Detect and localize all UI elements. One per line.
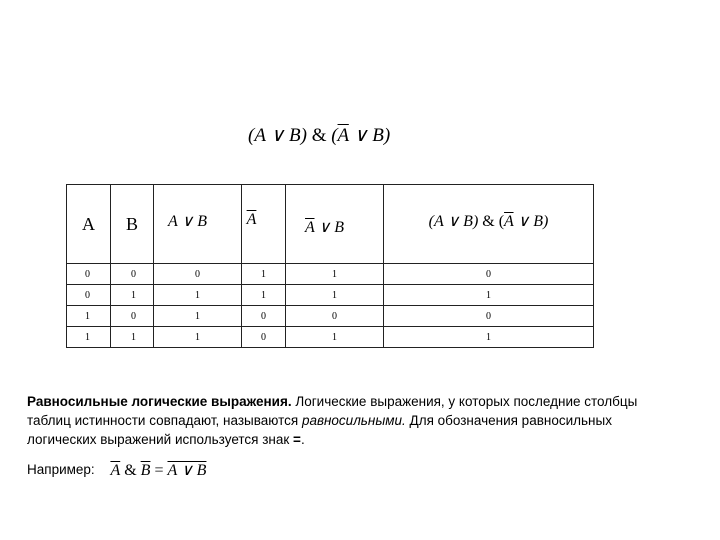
formula-and-operator: &	[306, 125, 332, 146]
header-not-a-or-b	[286, 185, 384, 264]
cell-a: 0	[67, 264, 111, 285]
definition-end: .	[300, 432, 305, 447]
cell-b: 0	[111, 264, 154, 285]
table-row	[67, 306, 594, 327]
header-a-or-b	[154, 185, 242, 264]
formula-not-a: $\overline{A}$	[337, 125, 349, 146]
formula-right-open: (	[331, 125, 338, 146]
cell-a-or-b: 0	[154, 264, 242, 285]
cell-not-a-or-b: 1	[286, 264, 384, 285]
header-a: A	[67, 185, 111, 264]
cell-a-or-b: 1	[154, 285, 242, 306]
header-full-op: & (	[478, 213, 505, 230]
example-right: A ∨ B	[167, 462, 207, 479]
cell-b: 0	[111, 306, 154, 327]
formula-left-part: (A ∨ B)	[248, 125, 307, 146]
truth-table	[66, 184, 594, 348]
cell-not-a: 0	[242, 327, 286, 348]
definition-paragraph	[27, 392, 667, 449]
definition-text-1: Логические выражения, у которых последние столбцы таблиц истинности совпадают, называются	[27, 394, 638, 428]
header-not-a	[242, 185, 286, 264]
formula-right-rest: ∨ B)	[348, 125, 391, 146]
cell-a: 1	[67, 327, 111, 348]
example-formula	[110, 462, 206, 479]
equivalence-sign: =	[293, 432, 301, 447]
header-a-or-b-text: A ∨ B	[168, 213, 207, 230]
cell-b: 1	[111, 285, 154, 306]
cell-result: 0	[384, 306, 594, 327]
cell-b: 1	[111, 327, 154, 348]
cell-not-a: 1	[242, 264, 286, 285]
definition-term-2: равносильными.	[301, 413, 406, 428]
cell-a-or-b: 1	[154, 306, 242, 327]
cell-result: 1	[384, 285, 594, 306]
table-row	[67, 327, 594, 348]
example-label: Например:	[27, 462, 95, 477]
example-line	[27, 459, 206, 479]
header-full-left: (A ∨ B)	[428, 213, 479, 230]
definition-text-2: Для обозначения равносильных логических выражений используется знак	[27, 413, 612, 447]
formula-heading	[248, 124, 390, 147]
table-header-row	[67, 185, 594, 264]
cell-result: 1	[384, 327, 594, 348]
table-row	[67, 264, 594, 285]
cell-not-a-or-b: 1	[286, 285, 384, 306]
header-not-a-or-b-var: $\overline{A}$	[305, 219, 315, 236]
header-full-not-a: $\overline{A}$	[504, 213, 514, 230]
table-row	[67, 285, 594, 306]
example-equals: =	[150, 462, 168, 479]
header-full-expression	[384, 185, 594, 264]
example-amp: &	[120, 462, 141, 479]
header-not-a-or-b-rest: ∨ B	[314, 219, 344, 236]
cell-not-a: 1	[242, 285, 286, 306]
cell-not-a-or-b: 0	[286, 306, 384, 327]
cell-a: 0	[67, 285, 111, 306]
header-not-a-text: $\overline{A}$	[246, 211, 257, 228]
header-full-rest: ∨ B)	[513, 213, 549, 230]
cell-not-a: 0	[242, 306, 286, 327]
definition-term: Равносильные логические выражения.	[27, 394, 292, 409]
header-b: B	[111, 185, 154, 264]
cell-a-or-b: 1	[154, 327, 242, 348]
example-left-a: $\overline{A}$	[110, 462, 121, 479]
cell-not-a-or-b: 1	[286, 327, 384, 348]
example-left-b: $\overline{B}$	[140, 462, 151, 479]
cell-result: 0	[384, 264, 594, 285]
cell-a: 1	[67, 306, 111, 327]
